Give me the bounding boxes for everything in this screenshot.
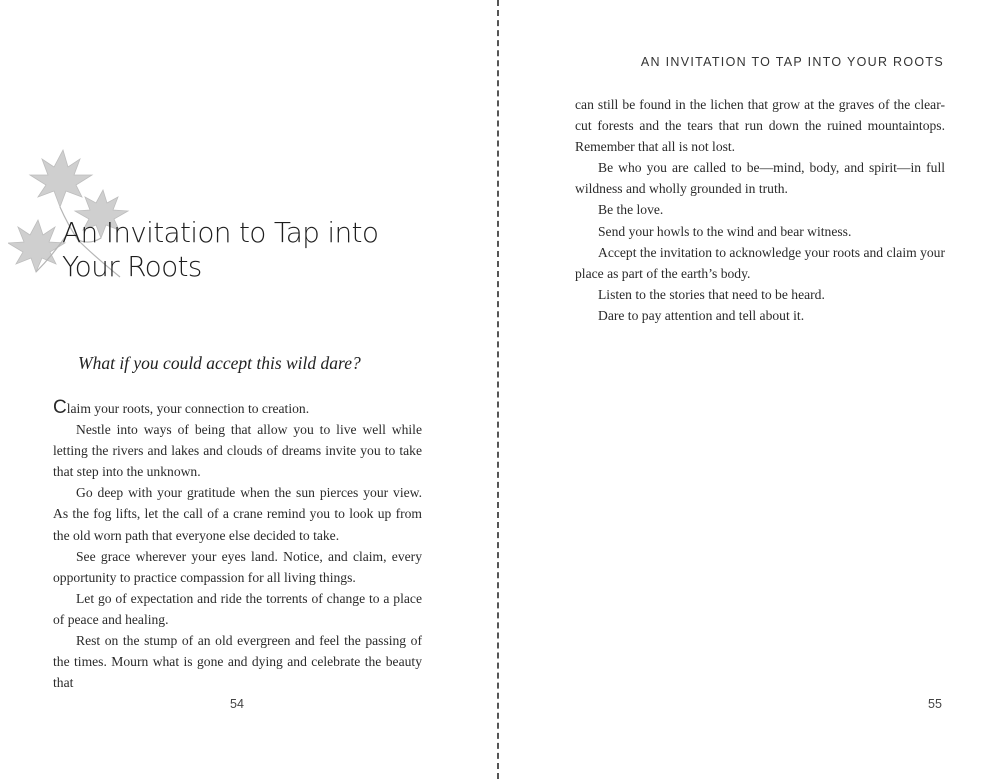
paragraph: Nestle into ways of being that allow you to live well while letting the rivers and lakes and clouds of dreams invite you to take that step into the unknown. xyxy=(53,422,422,480)
paragraph: Accept the invitation to acknowledge your roots and claim your place as part of the earth’s body. xyxy=(575,244,945,281)
right-body-text xyxy=(575,94,945,326)
opening-paragraph xyxy=(53,398,422,419)
paragraph: Be who you are called to be—mind, body, and spirit—in full wildness and wholly grounded in truth. xyxy=(575,160,945,197)
page-gutter-divider xyxy=(497,0,499,779)
left-body-text xyxy=(53,398,422,693)
paragraph: Send your howls to the wind and bear witness. xyxy=(598,223,852,239)
opening-line-text: laim your roots, your connection to creation. xyxy=(66,401,310,416)
paragraph: See grace wherever your eyes land. Notice, and claim, every opportunity to practice compassion for all living things. xyxy=(53,548,422,585)
right-page xyxy=(500,0,1000,779)
paragraph: Go deep with your gratitude when the sun pierces your view. As the fog lifts, let the call of a crane remind you to look up from the old worn path that everyone else decided to take. xyxy=(53,485,422,543)
paragraph: Let go of expectation and ride the torrents of change to a place of peace and healing. xyxy=(53,590,422,627)
drop-cap-letter: C xyxy=(53,397,67,418)
page-number: 54 xyxy=(230,697,244,711)
continued-paragraph: can still be found in the lichen that grow at the graves of the clear-cut forests and the tears that run down the ruined mountaintops. Remember that all is not lost. xyxy=(575,97,945,155)
page-number: 55 xyxy=(928,697,942,711)
chapter-title: An Invitation to Tap into Your Roots xyxy=(62,216,379,283)
paragraph: Be the love. xyxy=(598,202,664,218)
paragraph: Dare to pay attention and tell about it. xyxy=(598,307,805,323)
paragraph: Listen to the stories that need to be heard. xyxy=(598,286,825,302)
running-head: AN INVITATION TO TAP INTO YOUR ROOTS xyxy=(640,55,944,69)
epigraph: What if you could accept this wild dare? xyxy=(78,353,361,373)
paragraph: Rest on the stump of an old evergreen and feel the passing of the times. Mourn what is gone and dying and celebrate the beauty that xyxy=(53,633,422,691)
left-page xyxy=(0,0,497,779)
